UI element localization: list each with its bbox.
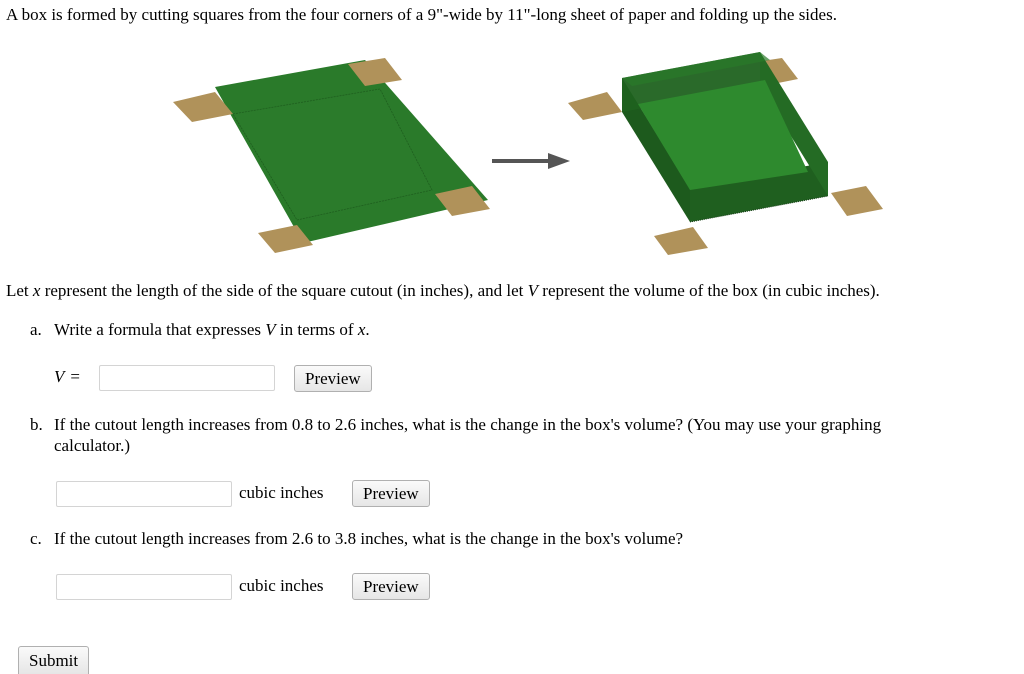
question-marker: c.: [30, 529, 42, 548]
variable-v: V: [265, 320, 276, 339]
text-segment: represent the volume of the box (in cubic inches).: [538, 281, 880, 300]
text-segment: calculator.): [54, 436, 130, 455]
preview-button-b[interactable]: Preview: [352, 480, 430, 507]
question-marker: a.: [30, 320, 42, 339]
text-segment: Write a formula that expresses: [54, 320, 266, 339]
formula-input[interactable]: [99, 365, 275, 391]
preview-button-c[interactable]: Preview: [352, 573, 430, 600]
cutout-box-bottom-right: [831, 186, 883, 216]
text-segment: Let: [6, 281, 33, 300]
variable-x: x: [32, 281, 41, 300]
arrow-icon: [492, 153, 570, 169]
text-segment: If the cutout length increases from 0.8 to 2.6 inches, what is the change in the box's volume? (You may use your graphing: [54, 415, 882, 434]
text-segment: represent the length of the side of the square cutout (in inches), and let: [40, 281, 528, 300]
formula-variable: V: [54, 367, 65, 386]
unit-label-b: cubic inches: [239, 483, 324, 502]
variable-v: V: [527, 281, 539, 300]
question-marker: b.: [30, 415, 43, 434]
variable-x: x: [357, 320, 366, 339]
answer-input-c[interactable]: [56, 574, 232, 600]
variable-definition: [6, 281, 880, 301]
cutout-box-bottom: [654, 227, 708, 255]
text-segment: If the cutout length increases from 2.6 to 3.8 inches, what is the change in the box's volume?: [54, 529, 684, 548]
text-segment: in terms of: [275, 320, 358, 339]
unit-label-c: cubic inches: [239, 576, 324, 595]
question-b: [30, 414, 881, 456]
text-segment: .: [365, 320, 370, 339]
answer-input-b[interactable]: [56, 481, 232, 507]
flat-sheet: [173, 58, 490, 253]
equals-sign: =: [70, 367, 80, 386]
question-c: [30, 529, 683, 549]
preview-button-a[interactable]: Preview: [294, 365, 372, 392]
formula-label: [54, 367, 80, 387]
cutout-box-left: [568, 92, 622, 120]
question-a: [30, 320, 370, 340]
box-folding-figure: [0, 40, 1024, 270]
folded-box: [568, 52, 883, 255]
problem-intro: A box is formed by cutting squares from the four corners of a 9"-wide by 11"-long sheet of paper and folding up the sides.: [6, 5, 837, 24]
submit-button[interactable]: Submit: [18, 646, 89, 674]
